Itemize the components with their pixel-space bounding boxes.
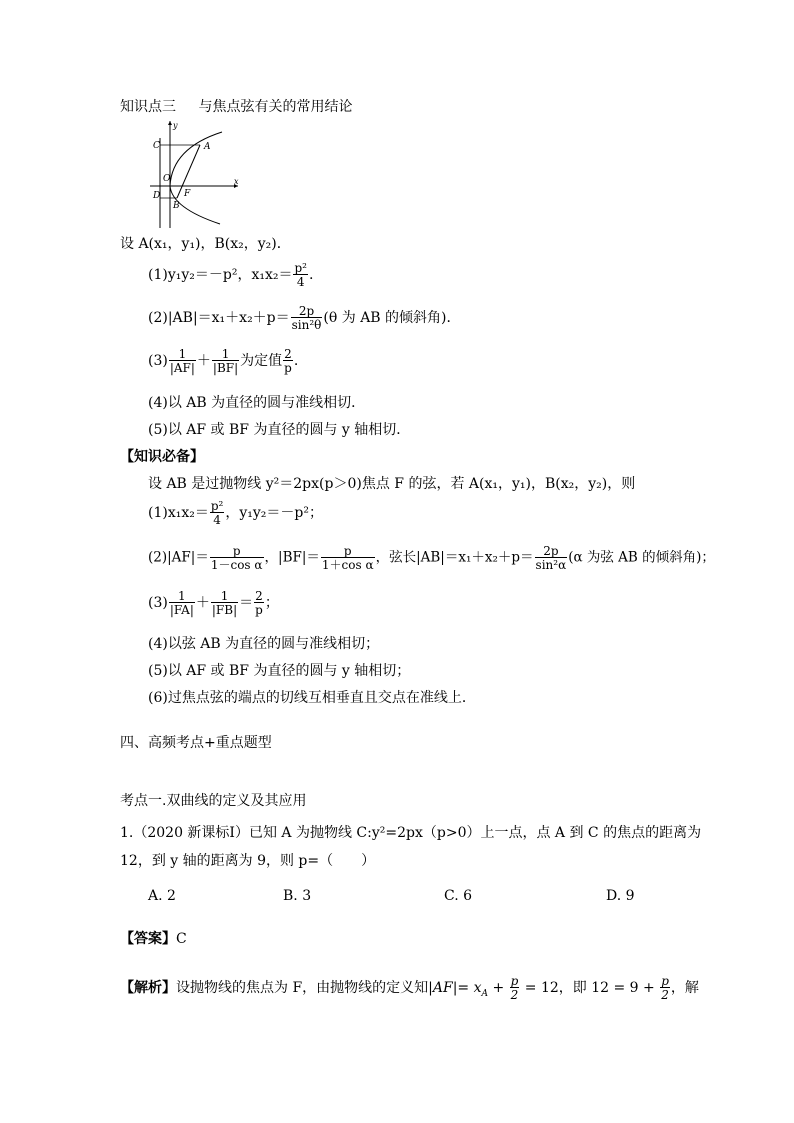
section-heading: [120, 96, 352, 116]
denominator: 2: [661, 988, 669, 1002]
denominator: sin²α: [535, 558, 567, 572]
fraction: [169, 348, 196, 374]
label-O: O: [163, 174, 171, 184]
knowledge-intro: 设 AB 是过抛物线 y²＝2px(p＞0)焦点 F 的弦，若 A(x₁，y₁)，B(x₂，y₂)，则: [148, 476, 636, 492]
answer-value: C: [176, 931, 187, 947]
numerator: p²: [210, 499, 224, 513]
fraction: [321, 545, 375, 571]
numerator: p: [232, 544, 241, 558]
denominator: 1－cos α: [210, 558, 263, 572]
question-1-line1: 1.（2020 新课标Ⅰ）已知 A 为抛物线 C:y²=2px（p>0）上一点，点 A 到 C 的焦点的距离为: [120, 825, 702, 841]
analysis-line: [120, 975, 699, 1001]
k1-text: (1)x₁x₂＝: [148, 505, 209, 521]
denominator: 4: [210, 512, 225, 526]
label-y: y: [173, 121, 178, 130]
label-A: A: [204, 142, 211, 152]
knowledge-5: (5)以 AF 或 BF 为直径的圆与 y 轴相切；: [148, 663, 411, 679]
answer-label: 【答案】: [120, 931, 176, 947]
denominator: p: [255, 603, 263, 617]
equals: ＝: [239, 595, 254, 611]
conclusion-3: [148, 348, 298, 374]
option-a: A. 2: [148, 888, 176, 904]
label-F: F: [184, 189, 191, 199]
numerator: 2: [284, 347, 292, 361]
conclusion-2: [148, 305, 461, 331]
analysis-text-c: +: [488, 980, 509, 996]
label-D: D: [153, 191, 161, 201]
analysis-sub: A: [481, 988, 489, 999]
c1-text: (1)y₁y₂＝－p²，x₁x₂＝: [148, 267, 293, 283]
analysis-af: AF: [432, 980, 453, 996]
fraction: [212, 348, 239, 374]
fraction: [291, 305, 323, 331]
c2-text: (2)|AB|＝x₁＋x₂＋p＝: [148, 310, 290, 326]
fraction: [211, 590, 238, 616]
question-1-line2: 12，到 y 轴的距离为 9，则 p=（ ）: [120, 853, 376, 869]
denominator: |AF|: [169, 361, 195, 375]
k2-text: (2)|AF|＝: [148, 549, 209, 566]
numerator: 1: [178, 347, 187, 361]
analysis-label: 【解析】: [120, 980, 176, 996]
fraction: [510, 975, 520, 1001]
denominator: p: [284, 361, 292, 375]
knowledge-2: [148, 545, 715, 571]
fraction: [254, 590, 264, 616]
option-c: C. 6: [444, 888, 473, 904]
c3-num: (3): [148, 353, 168, 369]
denominator: sin²θ: [291, 318, 322, 332]
setup-line: 设 A(x₁，y₁)，B(x₂，y₂)．: [120, 236, 291, 252]
answer-line: [120, 928, 187, 948]
topic-heading: 考点一.双曲线的定义及其应用: [120, 793, 307, 809]
fraction: [169, 590, 195, 616]
numerator: 2p: [543, 544, 559, 558]
c1-end: .: [308, 267, 314, 283]
denominator: |BF|: [212, 361, 239, 375]
c3-text: 为定值: [240, 353, 283, 369]
k3-num: (3): [148, 595, 168, 611]
numerator: p: [343, 544, 352, 558]
heading-title: 与焦点弦有关的常用结论: [198, 99, 353, 115]
k3-end: ；: [264, 595, 279, 611]
plus: ＋: [196, 353, 211, 369]
denominator: 2: [510, 988, 519, 1002]
denominator: |FA|: [169, 603, 194, 617]
label-C: C: [153, 141, 160, 151]
numerator: 1: [178, 589, 186, 603]
numerator: 2: [255, 589, 263, 603]
parabola-figure: [150, 118, 240, 228]
c2-text-end: (θ 为 AB 的倾斜角)．: [323, 310, 461, 326]
analysis-text-b: |= x: [452, 980, 482, 996]
fraction: [210, 545, 264, 571]
fraction: [535, 545, 568, 571]
conclusion-5: (5)以 AF 或 BF 为直径的圆与 y 轴相切．: [148, 422, 411, 438]
numerator: p: [510, 974, 519, 988]
analysis-text-d: = 12，即 12 = 9 +: [520, 980, 660, 996]
fraction: [210, 500, 225, 526]
k1-text-end: ，y₁y₂＝－p²；: [225, 505, 323, 521]
conclusion-4: (4)以 AB 为直径的圆与准线相切．: [148, 395, 366, 411]
heading-label: 知识点三: [120, 99, 176, 115]
knowledge-heading: 【知识必备】: [120, 449, 204, 465]
conclusion-1: [148, 262, 313, 288]
fraction: [293, 262, 308, 288]
option-d: D. 9: [606, 888, 635, 904]
denominator: 1＋cos α: [321, 558, 374, 572]
numerator: 1: [220, 589, 229, 603]
knowledge-1: [148, 500, 323, 526]
k2-text-d: (α 为弦 AB 的倾斜角)；: [568, 549, 715, 566]
k2-text-b: ，|BF|＝: [264, 549, 320, 566]
label-B: B: [173, 201, 180, 211]
numerator: p: [661, 974, 669, 988]
denominator: 4: [293, 274, 308, 288]
numerator: 2p: [298, 304, 315, 318]
k2-text-c: ，弦长|AB|＝x₁＋x₂＋p＝: [375, 549, 534, 566]
c3-end: .: [293, 353, 299, 369]
section4-heading: 四、高频考点+重点题型: [120, 735, 272, 751]
fraction: [660, 975, 670, 1001]
plus: ＋: [195, 595, 210, 611]
fraction: [283, 348, 293, 374]
numerator: 1: [221, 347, 230, 361]
knowledge-4: (4)以弦 AB 为直径的圆与准线相切；: [148, 636, 380, 652]
denominator: |FB|: [211, 603, 238, 617]
option-b: B. 3: [283, 888, 312, 904]
numerator: p²: [294, 261, 307, 275]
label-x: x: [234, 177, 239, 186]
knowledge-6: (6)过焦点弦的端点的切线互相垂直且交点在准线上．: [148, 690, 476, 706]
knowledge-3: [148, 590, 279, 616]
analysis-text-a: 设抛物线的焦点为 F，由抛物线的定义知|: [176, 980, 433, 996]
analysis-text-e: ，解: [670, 980, 699, 996]
